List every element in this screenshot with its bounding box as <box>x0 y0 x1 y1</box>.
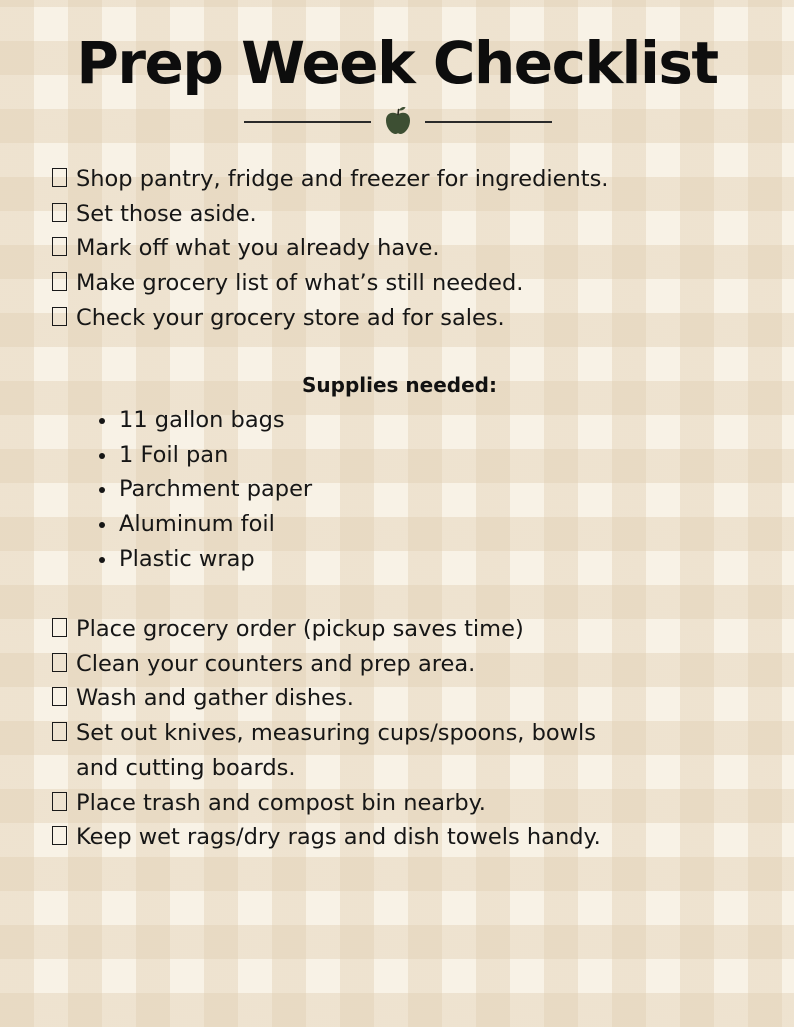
checklist-item <box>48 786 601 821</box>
supply-item-text: 1 Foil pan <box>119 441 229 468</box>
checkbox-icon[interactable] <box>52 618 67 637</box>
prep-checklist-top <box>48 162 608 336</box>
title-divider <box>244 102 552 138</box>
apple-icon <box>382 104 414 136</box>
divider-line-left <box>244 121 371 123</box>
checklist-item-text: Keep wet rags/dry rags and dish towels handy. <box>76 824 601 851</box>
checklist-item-text: Mark off what you already have. <box>76 235 440 262</box>
bullet-icon <box>99 522 105 528</box>
checklist-item-text: Check your grocery store ad for sales. <box>76 304 505 331</box>
checkbox-icon[interactable] <box>52 722 67 741</box>
supplies-list <box>96 403 312 577</box>
bullet-icon <box>99 487 105 493</box>
supply-item-text: Parchment paper <box>119 476 313 503</box>
checkbox-icon[interactable] <box>52 272 67 291</box>
checklist-item <box>48 612 601 647</box>
checklist-item-text: Shop pantry, fridge and freezer for ingredients. <box>76 166 609 192</box>
supply-item-text: 11 gallon bags <box>119 407 285 433</box>
checklist-item <box>48 162 608 197</box>
supply-item <box>96 438 312 473</box>
divider-line-right <box>425 121 552 123</box>
checklist-item <box>48 266 608 301</box>
checklist-item <box>48 820 601 855</box>
bullet-icon <box>99 418 105 424</box>
checklist-item <box>48 197 608 232</box>
checkbox-icon[interactable] <box>52 307 67 326</box>
checklist-item <box>48 716 601 785</box>
checklist-item <box>48 231 608 266</box>
page-title: Prep Week Checklist <box>76 29 718 97</box>
checkbox-icon[interactable] <box>52 653 67 672</box>
checkbox-icon[interactable] <box>52 826 67 845</box>
supply-item-text: Aluminum foil <box>119 511 275 538</box>
supply-item-text: Plastic wrap <box>119 545 255 572</box>
checklist-item <box>48 647 601 682</box>
checkbox-icon[interactable] <box>52 203 67 222</box>
checkbox-icon[interactable] <box>52 237 67 256</box>
checkbox-icon[interactable] <box>52 168 67 187</box>
supply-item <box>96 542 312 577</box>
checkbox-icon[interactable] <box>52 792 67 811</box>
checklist-item <box>48 301 608 336</box>
checklist-item-text: Place grocery order (pickup saves time) <box>76 616 524 642</box>
checklist-item-text: Set those aside. <box>76 200 257 227</box>
bullet-icon <box>99 453 105 459</box>
checklist-item-text: Set out knives, measuring cups/spoons, bowls <box>76 720 597 747</box>
bullet-icon <box>99 557 105 563</box>
prep-checklist-bottom <box>48 612 601 855</box>
supply-item <box>96 507 312 542</box>
supply-item <box>96 403 312 438</box>
checklist-item-text: Make grocery list of what’s still needed. <box>76 270 524 297</box>
checklist-item <box>48 681 601 716</box>
checklist-item-text-continued: and cutting boards. <box>76 754 296 781</box>
checklist-item-text: Clean your counters and prep area. <box>76 650 476 677</box>
checkbox-icon[interactable] <box>52 687 67 706</box>
supply-item <box>96 472 312 507</box>
checklist-item-text: Wash and gather dishes. <box>76 685 354 712</box>
supplies-heading: Supplies needed: <box>302 373 497 397</box>
checklist-item-text: Place trash and compost bin nearby. <box>76 789 486 816</box>
